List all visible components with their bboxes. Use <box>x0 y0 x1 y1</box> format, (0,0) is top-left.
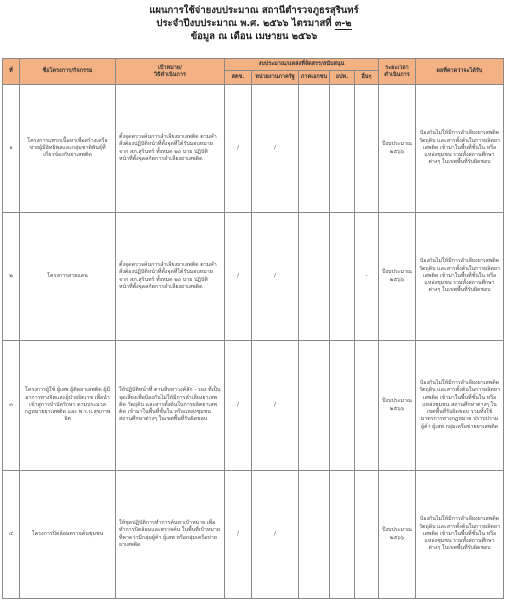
table-row <box>3 213 504 341</box>
header-target-line2: วิธีดำเนินการ <box>154 71 186 78</box>
row-mark-private <box>299 213 330 341</box>
header-project: ชื่อโครงการ/กิจกรรม <box>20 59 116 85</box>
fiscal-year-line <box>0 17 508 30</box>
row-period: ปีงบประมาณ ๒๕๖๖ <box>379 85 416 213</box>
fiscal-year-text: ประจำปีงบประมาณ พ.ศ. ๒๕๖๖ ไตรมาสที่ <box>156 18 335 29</box>
row-expected: ป้องกันไม่ให้มีการลำเลียงยาเสพติด วัตถุดิบ และสารตั้งต้นในการผลิตยาเสพติด เข้ามาในพื้นที่ชั้นใน หรือแหล่งชุมชน รวมทั้งสถานศึกษาต่างๆ ในเขตพื้นที่รับผิดชอบ <box>416 213 504 341</box>
row-project: โครงการสายแดน <box>20 213 116 341</box>
row-mark-police: / <box>225 341 252 471</box>
row-mark-government: / <box>252 85 299 213</box>
row-mark-private <box>299 471 330 599</box>
table-row <box>3 341 504 471</box>
row-mark-other <box>355 341 379 471</box>
table-row <box>3 471 504 599</box>
header-budget-police: สตช. <box>225 71 252 85</box>
header-period-line2: ดำเนินการ <box>384 71 410 78</box>
header-period <box>379 59 416 85</box>
row-expected: ป้องกันไม่ให้มีการลำเลียงยาเสพติด วัตถุดิบ และสารตั้งต้นในการผลิตยาเสพติด เข้ามาในพื้นที่ชั้นใน หรือแหล่งชุมชน สถานศึกษาต่างๆ ในเขตพื้นที่รับผิดชอบ รวมทั้งใช้มาตรการทางกฎหมาย ปราบปราม ผู้ค้า ผู้เสพ กลุ่มเครือข่ายยาเสพติด <box>416 341 504 471</box>
row-period: ปีงบประมาณ ๒๕๖๖ <box>379 341 416 471</box>
document-title: แผนการใช้จ่ายงบประมาณ สถานีตำรวจภูธรสุรินทร์ <box>149 5 359 16</box>
header-budget-group: งบประมาณ/แหล่งที่จัดสรร/สนับสนุน <box>225 59 379 71</box>
header-budget-other: อื่นๆ <box>355 71 379 85</box>
header-target-line1: เป้าหมาย/ <box>157 64 183 71</box>
header-expected: ผลที่คาดว่าจะได้รับ <box>416 59 504 85</box>
row-mark-local <box>330 85 355 213</box>
row-target: ให้ปฏิบัติหน้าที่ ตามสืบหาวงค์ลัก - รอง ที่เป็นจุดเสี่ยงเพื่อป้องกันไม่ให้มีการลำเลียงยาเสพติด วัตถุดิบ และสารตั้งต้นในการผลิตยาเสพติด เข้ามาในพื้นที่ชั้นใน หรือแหล่งชุมชนสถานศึกษาต่างๆ ในเขตพื้นที่รับผิดชอบ <box>116 341 225 471</box>
budget-plan-table <box>2 58 504 599</box>
data-as-of-line: ข้อมูล ณ เดือน เมษายน ๒๕๖๖ <box>190 31 318 42</box>
row-target: ตั้งจุดตรวจค้นการลำเลียงยาเสพติด ตามคำสั่งต้องปฏิบัติหน้าที่ตั้งจุดที่ได้รับมอบหมายจาก สภ.สุรินทร์ ทั้งหมด ๒๐ นาย ปฏิบัติหน้าที่ตั้งจุดสกัดการลำเลียงยาเสพติด <box>116 85 225 213</box>
header-no: ที่ <box>3 59 20 85</box>
row-no: ๒ <box>3 213 20 341</box>
row-mark-other <box>355 85 379 213</box>
row-mark-police: / <box>225 471 252 599</box>
row-no: ๔ <box>3 471 20 599</box>
header-budget-private: ภาคเอกชน <box>299 71 330 85</box>
row-mark-government: / <box>252 471 299 599</box>
header-target <box>116 59 225 85</box>
row-mark-government: / <box>252 341 299 471</box>
row-project: โครงการแทรกเนื้อหาเพื่อสร้างเครือข่ายผู้มีอิทธิพลและกลุ่มชาติพันธุ์ที่เกี่ยวข้องกับยาเสพติด <box>20 85 116 213</box>
row-mark-other <box>355 471 379 599</box>
row-target: ตั้งจุดตรวจค้นการลำเลียงยาเสพติด ตามคำสั่งต้องปฏิบัติหน้าที่ตั้งจุดที่ได้รับมอบหมายจาก สภ.สุรินทร์ ทั้งหมด ๒๐ นาย ปฏิบัติหน้าที่ตั้งจุดสกัดการลำเลียงยาเสพติด <box>116 213 225 341</box>
header-budget-government: หน่วยงานภาครัฐ <box>252 71 299 85</box>
row-no: ๓ <box>3 341 20 471</box>
row-mark-local <box>330 213 355 341</box>
row-mark-police: / <box>225 213 252 341</box>
row-mark-other: - <box>355 213 379 341</box>
row-expected: ป้องกันไม่ให้มีการลำเลียงยาเสพติด วัตถุดิบ และสารตั้งต้นในการผลิตยาเสพติด เข้ามาในพื้นที่ชั้นใน หรือแหล่งชุมชน รวมทั้งสถานศึกษาต่างๆ ในเขตพื้นที่รับผิดชอบ <box>416 471 504 599</box>
row-mark-private <box>299 85 330 213</box>
row-mark-local <box>330 341 355 471</box>
quarter-number: ๓-๒ <box>334 18 352 29</box>
row-no: ๑ <box>3 85 20 213</box>
table-row <box>3 85 504 213</box>
row-mark-local <box>330 471 355 599</box>
row-mark-private <box>299 341 330 471</box>
document-header <box>0 0 508 58</box>
header-period-line1: ระยะเวลา <box>385 64 409 71</box>
row-mark-government: / <box>252 213 299 341</box>
row-period: ปีงบประมาณ ๒๕๖๖ <box>379 213 416 341</box>
row-mark-police: / <box>225 85 252 213</box>
row-expected: ป้องกันไม่ให้มีการลำเลียงยาเสพติด วัตถุดิบ และสารตั้งต้นในการผลิตยาเสพติด เข้ามาในพื้นที่ชั้นใน หรือแหล่งชุมชน รวมทั้งสถานศึกษาต่างๆ ในเขตพื้นที่รับผิดชอบ <box>416 85 504 213</box>
header-budget-local: อปท. <box>330 71 355 85</box>
row-project: โครงการปิดล้อมตรวจค้นชุมชน <box>20 471 116 599</box>
row-period: ปีงบประมาณ ๒๕๖๖ <box>379 471 416 599</box>
row-project: โครงการผู้ใช้ ผู้เสพ ผู้ติดยาเสพติด ผู้มีอาการทางจิตและผู้ป่วยจิตเวช เพื่อนำเข้าสู่การบำบัดรักษา ตามประมวลกฎหมายยาเสพติด และ พ.ร.บ.สุขภาพจิต <box>20 341 116 471</box>
row-target: ให้ชุดปฏิบัติการทำการค้นหาเป้าหมาย เพื่อทำการปิดล้อมและตรวจค้น ในพื้นที่เป้าหมายที่คาดว่ามีกลุ่มผู้ค้า ผู้เสพ หรือกลุ่มเครือข่ายยาเสพติด <box>116 471 225 599</box>
